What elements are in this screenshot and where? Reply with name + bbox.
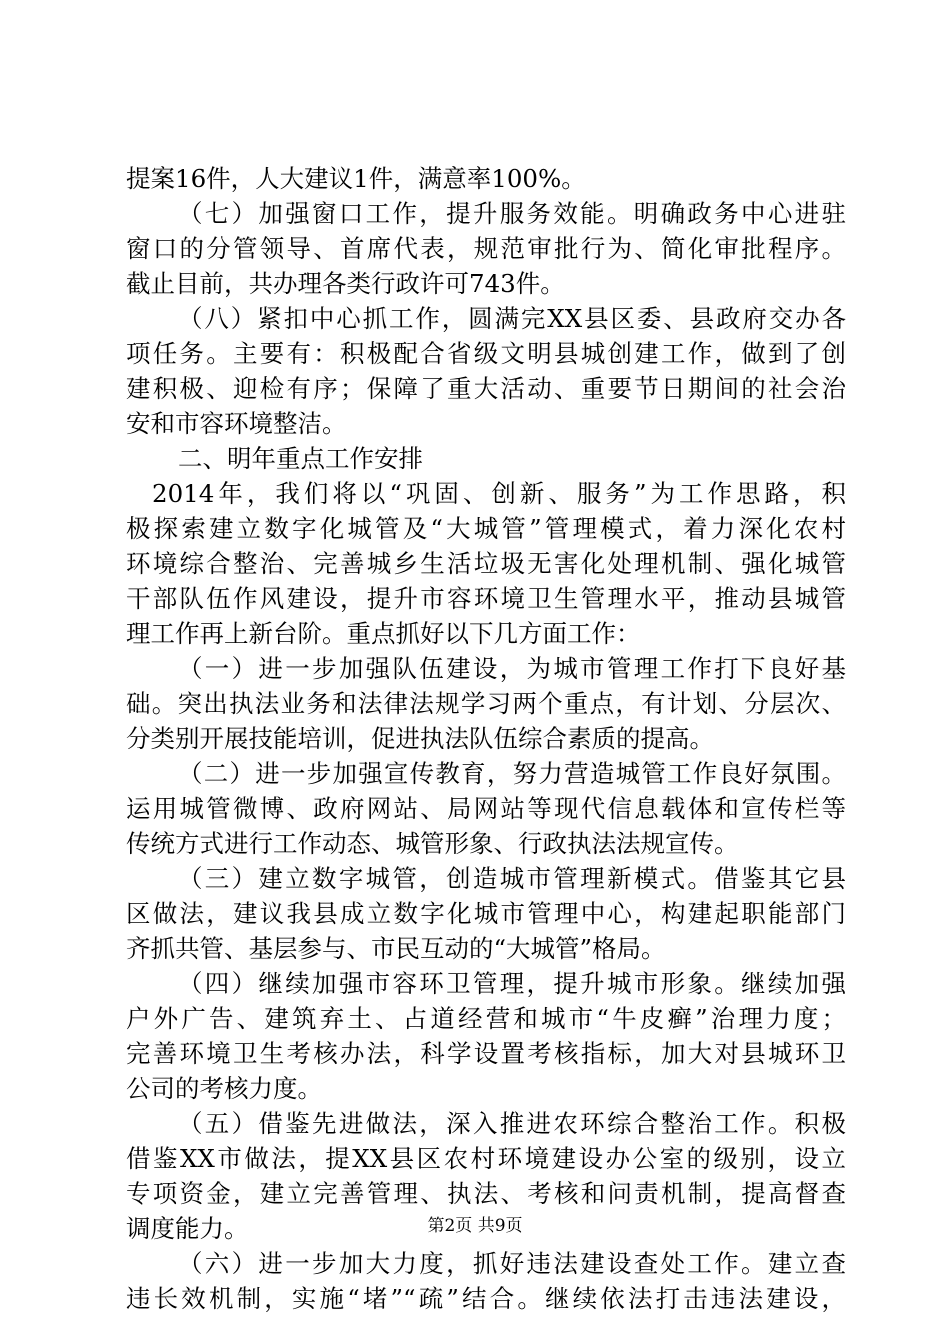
text-line: （七）加强窗口工作，提升服务效能。明确政务中心进驻 bbox=[178, 199, 846, 228]
text-line: 齐抓共管、基层参与、市民互动的“大城管”格局。 bbox=[126, 934, 666, 963]
text-line: （三）建立数字城管，创造城市管理新模式。借鉴其它县 bbox=[178, 864, 846, 893]
text-line: 础。突出执法业务和法律法规学习两个重点，有计划、分层次、 bbox=[126, 689, 846, 718]
text-line: （五）借鉴先进做法，深入推进农环综合整治工作。积极 bbox=[178, 1109, 846, 1138]
text-line: 违长效机制，实施“堵”“疏”结合。继续依法打击违法建设， bbox=[126, 1284, 846, 1313]
text-line: （二）进一步加强宣传教育，努力营造城管工作良好氛围。 bbox=[178, 759, 846, 788]
text-line: 运用城管微博、政府网站、局网站等现代信息载体和宣传栏等 bbox=[126, 794, 846, 823]
text-line: 干部队伍作风建设，提升市容环境卫生管理水平，推动县城管 bbox=[126, 584, 846, 613]
text-line: （八）紧扣中心抓工作，圆满完XX县区委、县政府交办各 bbox=[178, 304, 846, 333]
section-heading: 二、明年重点工作安排 bbox=[178, 444, 423, 473]
text-line: 户外广告、建筑弃土、占道经营和城市“牛皮癣”治理力度； bbox=[126, 1004, 846, 1033]
text-line: 借鉴XX市做法，提XX县区农村环境建设办公室的级别，设立 bbox=[126, 1144, 846, 1173]
text-line: （四）继续加强市容环卫管理，提升城市形象。继续加强 bbox=[178, 969, 846, 998]
text-line: 公司的考核力度。 bbox=[126, 1074, 322, 1103]
text-line: （一）进一步加强队伍建设，为城市管理工作打下良好基 bbox=[178, 654, 846, 683]
page-number-footer: 第2页 共9页 bbox=[427, 1216, 523, 1236]
text-line: 窗口的分管领导、首席代表，规范审批行为、简化审批程序。 bbox=[126, 234, 846, 263]
text-line: 建积极、迎检有序；保障了重大活动、重要节日期间的社会治 bbox=[126, 374, 846, 403]
text-line: 理工作再上新台阶。重点抓好以下几方面工作： bbox=[126, 619, 641, 648]
text-line: 专项资金，建立完善管理、执法、考核和问责机制，提高督查 bbox=[126, 1179, 846, 1208]
text-line: 提案16件，人大建议1件，满意率100%。 bbox=[126, 164, 586, 193]
text-line: （六）进一步加大力度，抓好违法建设查处工作。建立查 bbox=[178, 1249, 846, 1278]
text-line: 区做法，建议我县成立数字化城市管理中心，构建起职能部门 bbox=[126, 899, 846, 928]
text-line: 完善环境卫生考核办法，科学设置考核指标，加大对县城环卫 bbox=[126, 1039, 846, 1068]
text-line: 安和市容环境整洁。 bbox=[126, 409, 347, 438]
text-line: 调度能力。 bbox=[126, 1214, 249, 1243]
text-line: 项任务。主要有：积极配合省级文明县城创建工作，做到了创 bbox=[126, 339, 846, 368]
text-line: 分类别开展技能培训，促进执法队伍综合素质的提高。 bbox=[126, 724, 714, 753]
text-line: 2014年，我们将以“巩固、创新、服务”为工作思路，积 bbox=[152, 479, 846, 508]
text-line: 截止目前，共办理各类行政许可743件。 bbox=[126, 269, 565, 298]
text-line: 环境综合整治、完善城乡生活垃圾无害化处理机制、强化城管 bbox=[126, 549, 846, 578]
text-line: 传统方式进行工作动态、城管形象、行政执法法规宣传。 bbox=[126, 829, 739, 858]
text-line: 极探索建立数字化城管及“大城管”管理模式，着力深化农村 bbox=[126, 514, 846, 543]
